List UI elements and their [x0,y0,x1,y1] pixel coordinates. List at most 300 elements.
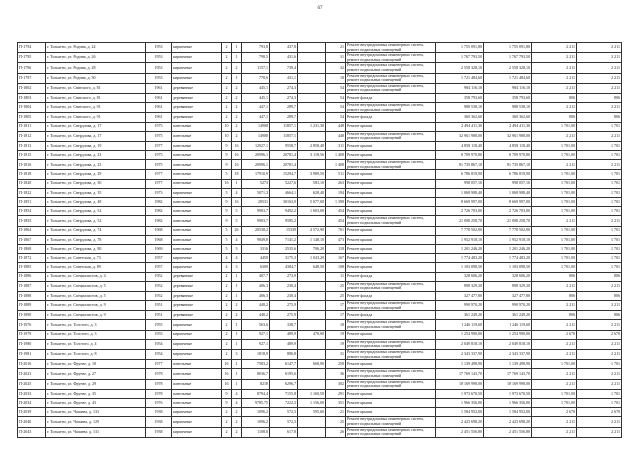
cell-year: 1978 [146,369,172,379]
cell-unit-cost-max: 1 701 [577,198,622,207]
cell-year: 1975 [146,160,172,170]
cell-floors: 16 [222,379,232,389]
cell-total-area: 798,5 [242,53,270,63]
cell-cost: 1 755 091,80 [436,43,484,53]
cell-material: кирпичные [172,427,222,437]
cell-year: 1955 [146,320,172,330]
cell-residents: 18 [326,73,346,83]
cell-address: г. Тольятти, ул. Родина, д. 26 [46,53,146,63]
cell-cost-total: 4 858 118,40 [484,141,532,150]
cell-unit-cost-max: 1 701 [577,151,622,160]
cell-entrances: 16 [232,198,242,207]
cell-roof-area [298,427,326,437]
table-row [18,160,622,170]
cell-unit-cost: 2 211 [532,73,577,83]
cell-material: деревянные [172,83,222,93]
cell-residents: 18 [326,320,346,330]
cell-material: кирпичные [172,43,222,53]
cell-work-type: Ремонт крыши [346,330,436,339]
table-row [18,53,622,63]
cell-work-type: Ремонт крыши [346,122,436,131]
table-row [18,207,622,216]
table-row [18,263,622,272]
cell-total-area: 4450 [242,254,270,263]
cell-entrances: 16 [232,160,242,170]
cell-total-area: 17910,9 [242,170,270,179]
cell-year: 1957 [146,254,172,263]
cell-total-area: 8794,4 [242,389,270,398]
cell-floors: 2 [222,113,232,122]
cell-floors: 9 [222,151,232,160]
cell-total-area: 9903,7 [242,216,270,226]
table-row [18,301,622,311]
cell-unit-cost-max: 1 701 [577,122,622,131]
cell-unit-cost-max: 1 701 [577,244,622,253]
table-row [18,350,622,360]
cell-material: панельные [172,398,222,407]
cell-living-area: 273,9 [270,272,298,281]
cell-total-area: 563,6 [242,320,270,330]
cell-address: г. Тольятти, ул. Родина, д. 30 [46,73,146,83]
cell-year: 1973 [146,188,172,197]
cell-roof-area: 1 231,30 [298,122,326,131]
cell-material: кирпичные [172,417,222,427]
cell-cost-total: 2 343 337,90 [484,350,532,360]
cell-living-area: 7141,2 [270,235,298,244]
cell-year: 1968 [146,235,172,244]
cell-living-area: 289,7 [270,113,298,122]
cell-living-area: 15294,7 [270,170,298,179]
cell-living-area: 338,7 [270,320,298,330]
cell-residents: 54 [326,83,346,93]
cell-unit-cost-max: 1 701 [577,141,622,150]
cell-total-area: 1157,1 [242,63,270,73]
cell-residents: 263 [326,179,346,188]
cell-id: П-1812 [18,131,46,141]
housing-repair-table [17,42,622,438]
cell-floors: 2 [222,281,232,291]
cell-cost-total: 1 068 908,40 [484,188,532,197]
cell-id: П-1872 [18,254,46,263]
cell-living-area: 6296,7 [270,379,298,389]
cell-floors: 10 [222,131,232,141]
cell-work-type: Ремонт фасада [346,93,436,102]
table-row [18,389,622,398]
cell-residents: 448 [326,131,346,141]
cell-unit-cost-max: 1 701 [577,226,622,235]
cell-residents: 19 [326,339,346,349]
cell-id: П-1820 [18,179,46,188]
cell-work-type: Ремонт внутридомовых инженерных систем, ремонт подвальных помещений [346,216,436,226]
cell-residents: 311 [326,141,346,150]
cell-unit-cost: 2 211 [532,339,577,349]
cell-entrances: 2 [232,83,242,93]
cell-unit-cost-max: 1 701 [577,188,622,197]
cell-address: г. Тольятти, ул. Родина, д. 24 [46,43,146,53]
table-row [18,198,622,207]
cell-roof-area [298,369,326,379]
cell-residents: 25 [326,291,346,300]
cell-work-type: Ремонт фасада [346,311,436,320]
cell-material: панельные [172,369,222,379]
cell-cost-total: 361 249,20 [484,311,532,320]
cell-work-type: Ремонт внутридомовых инженерных систем, ремонт подвальных помещений [346,369,436,379]
cell-cost-total: 6 786 819,90 [484,170,532,179]
cell-cost: 1 103 098,50 [436,263,484,272]
cell-material: панельные [172,244,222,253]
cell-material: деревянные [172,113,222,122]
cell-total-area: 12927,1 [242,141,270,150]
cell-work-type: Ремонт крыши [346,207,436,216]
cell-unit-cost: 2 211 [532,427,577,437]
cell-material: деревянные [172,103,222,113]
cell-living-area: 6195,6 [270,369,298,379]
cell-floors: 10 [222,122,232,131]
table-row [18,131,622,141]
cell-unit-cost: 806 [532,93,577,102]
cell-total-area: 5273 [242,179,270,188]
table-row [18,427,622,437]
cell-work-type: Ремонт крыши [346,398,436,407]
cell-roof-area: 3 118,56 [298,151,326,160]
table-row [18,244,622,253]
cell-entrances: 1 [232,330,242,339]
table-row [18,63,622,73]
cell-entrances: 3 [232,263,242,272]
cell-unit-cost-max: 806 [577,272,622,281]
cell-residents: 1 408 [326,160,346,170]
cell-id: П-1851 [18,198,46,207]
cell-material: панельные [172,151,222,160]
table-row [18,83,622,93]
cell-total-area: 447,1 [242,103,270,113]
cell-work-type: Ремонт крыши [346,151,436,160]
cell-cost-total: 1 201 246,20 [484,244,532,253]
cell-cost: 1 774 483,20 [436,254,484,263]
cell-total-area: 20996,1 [242,160,270,170]
cell-roof-area [298,281,326,291]
cell-cost-total: 32 961 988,00 [484,131,532,141]
cell-work-type: Ремонт крыши [346,244,436,253]
cell-unit-cost-max: 2 211 [577,216,622,226]
cell-unit-cost: 1 701,00 [532,226,577,235]
cell-entrances: 1 [232,360,242,369]
cell-unit-cost: 2 211 [532,83,577,93]
cell-cost: 4 858 118,40 [436,141,484,150]
cell-cost-total: 360 362,60 [484,113,532,122]
cell-address: г. Тольятти, ул. Свердлова, д. 17 [46,122,146,131]
cell-material: панельные [172,141,222,150]
cell-work-type: Ремонт крыши [346,198,436,207]
table-row [18,216,622,226]
cell-entrances: 2 [232,93,242,102]
cell-total-area: 407,7 [242,272,270,281]
cell-entrances: 1 [232,272,242,281]
table-row [18,272,622,281]
cell-work-type: Ремонт фасада [346,291,436,300]
cell-unit-cost-max: 806 [577,291,622,300]
cell-living-area: 275,9 [270,301,298,311]
cell-year: 1951 [146,311,172,320]
cell-year: 1952 [146,291,172,300]
cell-floors: 16 [222,369,232,379]
cell-total-area: 6300 [242,263,270,272]
table-row [18,379,622,389]
cell-cost: 998 057,10 [436,179,484,188]
page-number: 67 [317,6,323,11]
cell-entrances: 16 [232,151,242,160]
cell-unit-cost-max: 1 701 [577,254,622,263]
cell-material: деревянные [172,291,222,300]
cell-total-area: 20996,1 [242,151,270,160]
cell-year: 1982 [146,216,172,226]
cell-residents: 291 [326,389,346,398]
cell-entrances: 4 [232,188,242,197]
cell-id: П-1886 [18,272,46,281]
cell-work-type: Ремонт крыши [346,141,436,150]
cell-entrances: 4 [232,389,242,398]
cell-cost: 898 329,30 [436,281,484,291]
cell-roof-area [298,53,326,63]
cell-cost: 2 494 411,30 [436,122,484,131]
cell-living-area: 274,3 [270,83,298,93]
cell-floors: 2 [222,272,232,281]
cell-roof-area: 668,90 [298,360,326,369]
cell-cost: 6 786 819,90 [436,170,484,179]
table-row [18,408,622,417]
cell-roof-area [298,291,326,300]
cell-cost-total: 17 769 143,70 [484,369,532,379]
cell-material: деревянные [172,281,222,291]
cell-entrances: 1 [232,53,242,63]
cell-address: г. Тольятти, ул. Чапаева, д. 133 [46,408,146,417]
cell-material: деревянные [172,311,222,320]
cell-material: кирпичные [172,254,222,263]
table-row [18,113,622,122]
cell-residents: 473 [326,235,346,244]
cell-unit-cost-max: 2 211 [577,301,622,311]
cell-residents: 11 [326,272,346,281]
cell-roof-area [298,43,326,53]
cell-address: г. Тольятти, ул. Фрунзе, д. 35 [46,389,146,398]
cell-year: 1961 [146,83,172,93]
cell-entrances: 26 [232,226,242,235]
cell-work-type: Ремонт внутридомовых инженерных систем, ремонт подвальных помещений [346,83,436,93]
cell-unit-cost-max: 2 211 [577,320,622,330]
cell-total-area: 14908 [242,122,270,131]
cell-address: г. Тольятти, ул. Советская, д. 73 [46,254,146,263]
cell-total-area: 406,3 [242,291,270,300]
cell-cost-total: 2 049 818,10 [484,339,532,349]
cell-material: кирпичные [172,408,222,417]
cell-entrances: 1 [232,379,242,389]
cell-year: 1982 [146,198,172,207]
cell-material: деревянные [172,93,222,102]
cell-residents: 511 [326,170,346,179]
cell-total-area: 793,8 [242,43,270,53]
cell-unit-cost-max: 806 [577,113,622,122]
cell-entrances: 1 [232,179,242,188]
cell-entrances: 1 [232,291,242,300]
cell-cost: 1 952 918,10 [436,235,484,244]
cell-material: кирпичные [172,63,222,73]
cell-total-area: 927,1 [242,330,270,339]
cell-year: 1978 [146,389,172,398]
cell-floors: 16 [222,360,232,369]
cell-address: г. Тольятти, ул. Святского, д. 91 [46,103,146,113]
cell-address: г. Тольятти, ул. Толстого, д. 8 [46,350,146,360]
cell-unit-cost: 1 701,00 [532,170,577,179]
cell-id: П-1864 [18,226,46,235]
cell-living-area: 15339 [270,226,298,235]
cell-floors: 2 [222,427,232,437]
cell-residents: 26 [326,427,346,437]
cell-cost: 18 169 998,00 [436,379,484,389]
cell-unit-cost-max: 1 701 [577,179,622,188]
cell-cost: 8 669 997,00 [436,198,484,207]
cell-living-area: 11857,1 [270,131,298,141]
cell-roof-area [298,311,326,320]
cell-address: г. Тольятти, ул. Родина, д. 28 [46,63,146,73]
cell-id: П-1888 [18,291,46,300]
cell-address: г. Тольятти, ул. Свердлова, д. 35 [46,188,146,197]
cell-living-area: 7222,3 [270,398,298,407]
cell-roof-area: 3 989,50 [298,170,326,179]
cell-year: 1961 [146,93,172,102]
cell-id: П-1795 [18,53,46,63]
cell-residents: 21 [326,408,346,417]
cell-material: панельные [172,207,222,216]
cell-cost-total: 1 246 119,60 [484,320,532,330]
cell-cost-total: 18 169 998,00 [484,379,532,389]
cell-roof-area: 706,20 [298,244,326,253]
cell-cost-total: 358 793,60 [484,93,532,102]
cell-unit-cost-max: 1 701 [577,235,622,244]
cell-living-area: 4384,7 [270,263,298,272]
table-row [18,103,622,113]
table-row [18,188,622,197]
cell-residents: 448 [326,122,346,131]
table-row [18,43,622,53]
cell-material: деревянные [172,301,222,311]
cell-roof-area [298,160,326,170]
cell-roof-area: 478,00 [298,330,326,339]
cell-unit-cost-max: 1 701 [577,398,622,407]
cell-address: г. Тольятти, ул. Святского, д. 81 [46,83,146,93]
cell-living-area: 572,3 [270,408,298,417]
cell-address: г. Тольятти, ул. Свердлова, д. 29 [46,170,146,179]
cell-cost: 81 735 867,10 [436,160,484,170]
cell-cost: 1 973 670,50 [436,389,484,398]
cell-id: П-1811 [18,122,46,131]
cell-unit-cost-max: 2 211 [577,339,622,349]
cell-material: панельные [172,360,222,369]
cell-entrances: 2 [232,427,242,437]
cell-address: г. Тольятти, ул. Свердлова, д. 30 [46,179,146,188]
cell-work-type: Ремонт крыши [346,179,436,188]
cell-residents: 54 [326,113,346,122]
cell-entrances: 4 [232,254,242,263]
cell-floors: 9 [222,216,232,226]
cell-cost: 21 008 258,70 [436,216,484,226]
cell-work-type: Ремонт фасада [346,272,436,281]
cell-year: 1938 [146,408,172,417]
cell-floors: 9 [222,141,232,150]
cell-living-area: 5227,6 [270,179,298,188]
cell-cost: 2 726 703,00 [436,207,484,216]
cell-unit-cost-max: 2 211 [577,131,622,141]
cell-unit-cost: 1 701,00 [532,360,577,369]
cell-cost-total: 2 423 698,20 [484,417,532,427]
cell-unit-cost: 806 [532,291,577,300]
cell-cost-total: 8 709 970,80 [484,151,532,160]
cell-unit-cost-max: 2 211 [577,83,622,93]
cell-residents: 54 [326,93,346,102]
cell-id: П-1803 [18,93,46,102]
table-row [18,235,622,244]
cell-address: г. Тольятти, ул. Свердлова, д. 19 [46,141,146,150]
cell-residents: 454 [326,216,346,226]
cell-year: 1957 [146,263,172,272]
cell-roof-area [298,113,326,122]
cell-material: кирпичные [172,350,222,360]
cell-material: кирпичные [172,53,222,63]
cell-work-type: Ремонт внутридомовых инженерных систем, ремонт подвальных помещений [346,350,436,360]
cell-entrances: 2 [232,301,242,311]
cell-work-type: Ремонт крыши [346,254,436,263]
cell-living-area: 275,9 [270,311,298,320]
cell-year: 1952 [146,281,172,291]
cell-material: панельные [172,131,222,141]
cell-total-area: 1818,9 [242,350,270,360]
cell-cost-total: 1 966 356,00 [484,398,532,407]
cell-cost-total: 2 494 411,30 [484,122,532,131]
cell-roof-area: 1 156,00 [298,398,326,407]
cell-cost: 2 558 328,10 [436,63,484,73]
cell-address: г. Тольятти, ул. Специалистов, д. 5 [46,281,146,291]
cell-entrances: 4 [232,235,242,244]
cell-id: П-2025 [18,379,46,389]
cell-entrances: 18 [232,170,242,179]
cell-year: 1938 [146,417,172,427]
cell-id: П-1805 [18,113,46,122]
table-row [18,73,622,83]
cell-year: 1961 [146,113,172,122]
cell-id: П-1822 [18,188,46,197]
cell-residents: 54 [326,103,346,113]
cell-work-type: Ремонт крыши [346,408,436,417]
cell-entrances: 5 [232,216,242,226]
cell-cost-total: 1 254 990,00 [484,330,532,339]
cell-entrances: 1 [232,369,242,379]
cell-residents: 194 [326,188,346,197]
cell-year: 1938 [146,427,172,437]
cell-material: панельные [172,389,222,398]
cell-floors: 2 [222,330,232,339]
cell-entrances: 2 [232,63,242,73]
cell-roof-area [298,63,326,73]
cell-living-area: 9558,7 [270,141,298,150]
cell-living-area: 30163,9 [270,198,298,207]
cell-cost: 1 721 484,60 [436,73,484,83]
cell-roof-area [298,320,326,330]
cell-year: 1954 [146,350,172,360]
cell-living-area: 3175,3 [270,254,298,263]
cell-entrances: 2 [232,122,242,131]
cell-material: деревянные [172,272,222,281]
cell-cost-total: 984 116,10 [484,83,532,93]
cell-unit-cost: 1 701,00 [532,198,577,207]
